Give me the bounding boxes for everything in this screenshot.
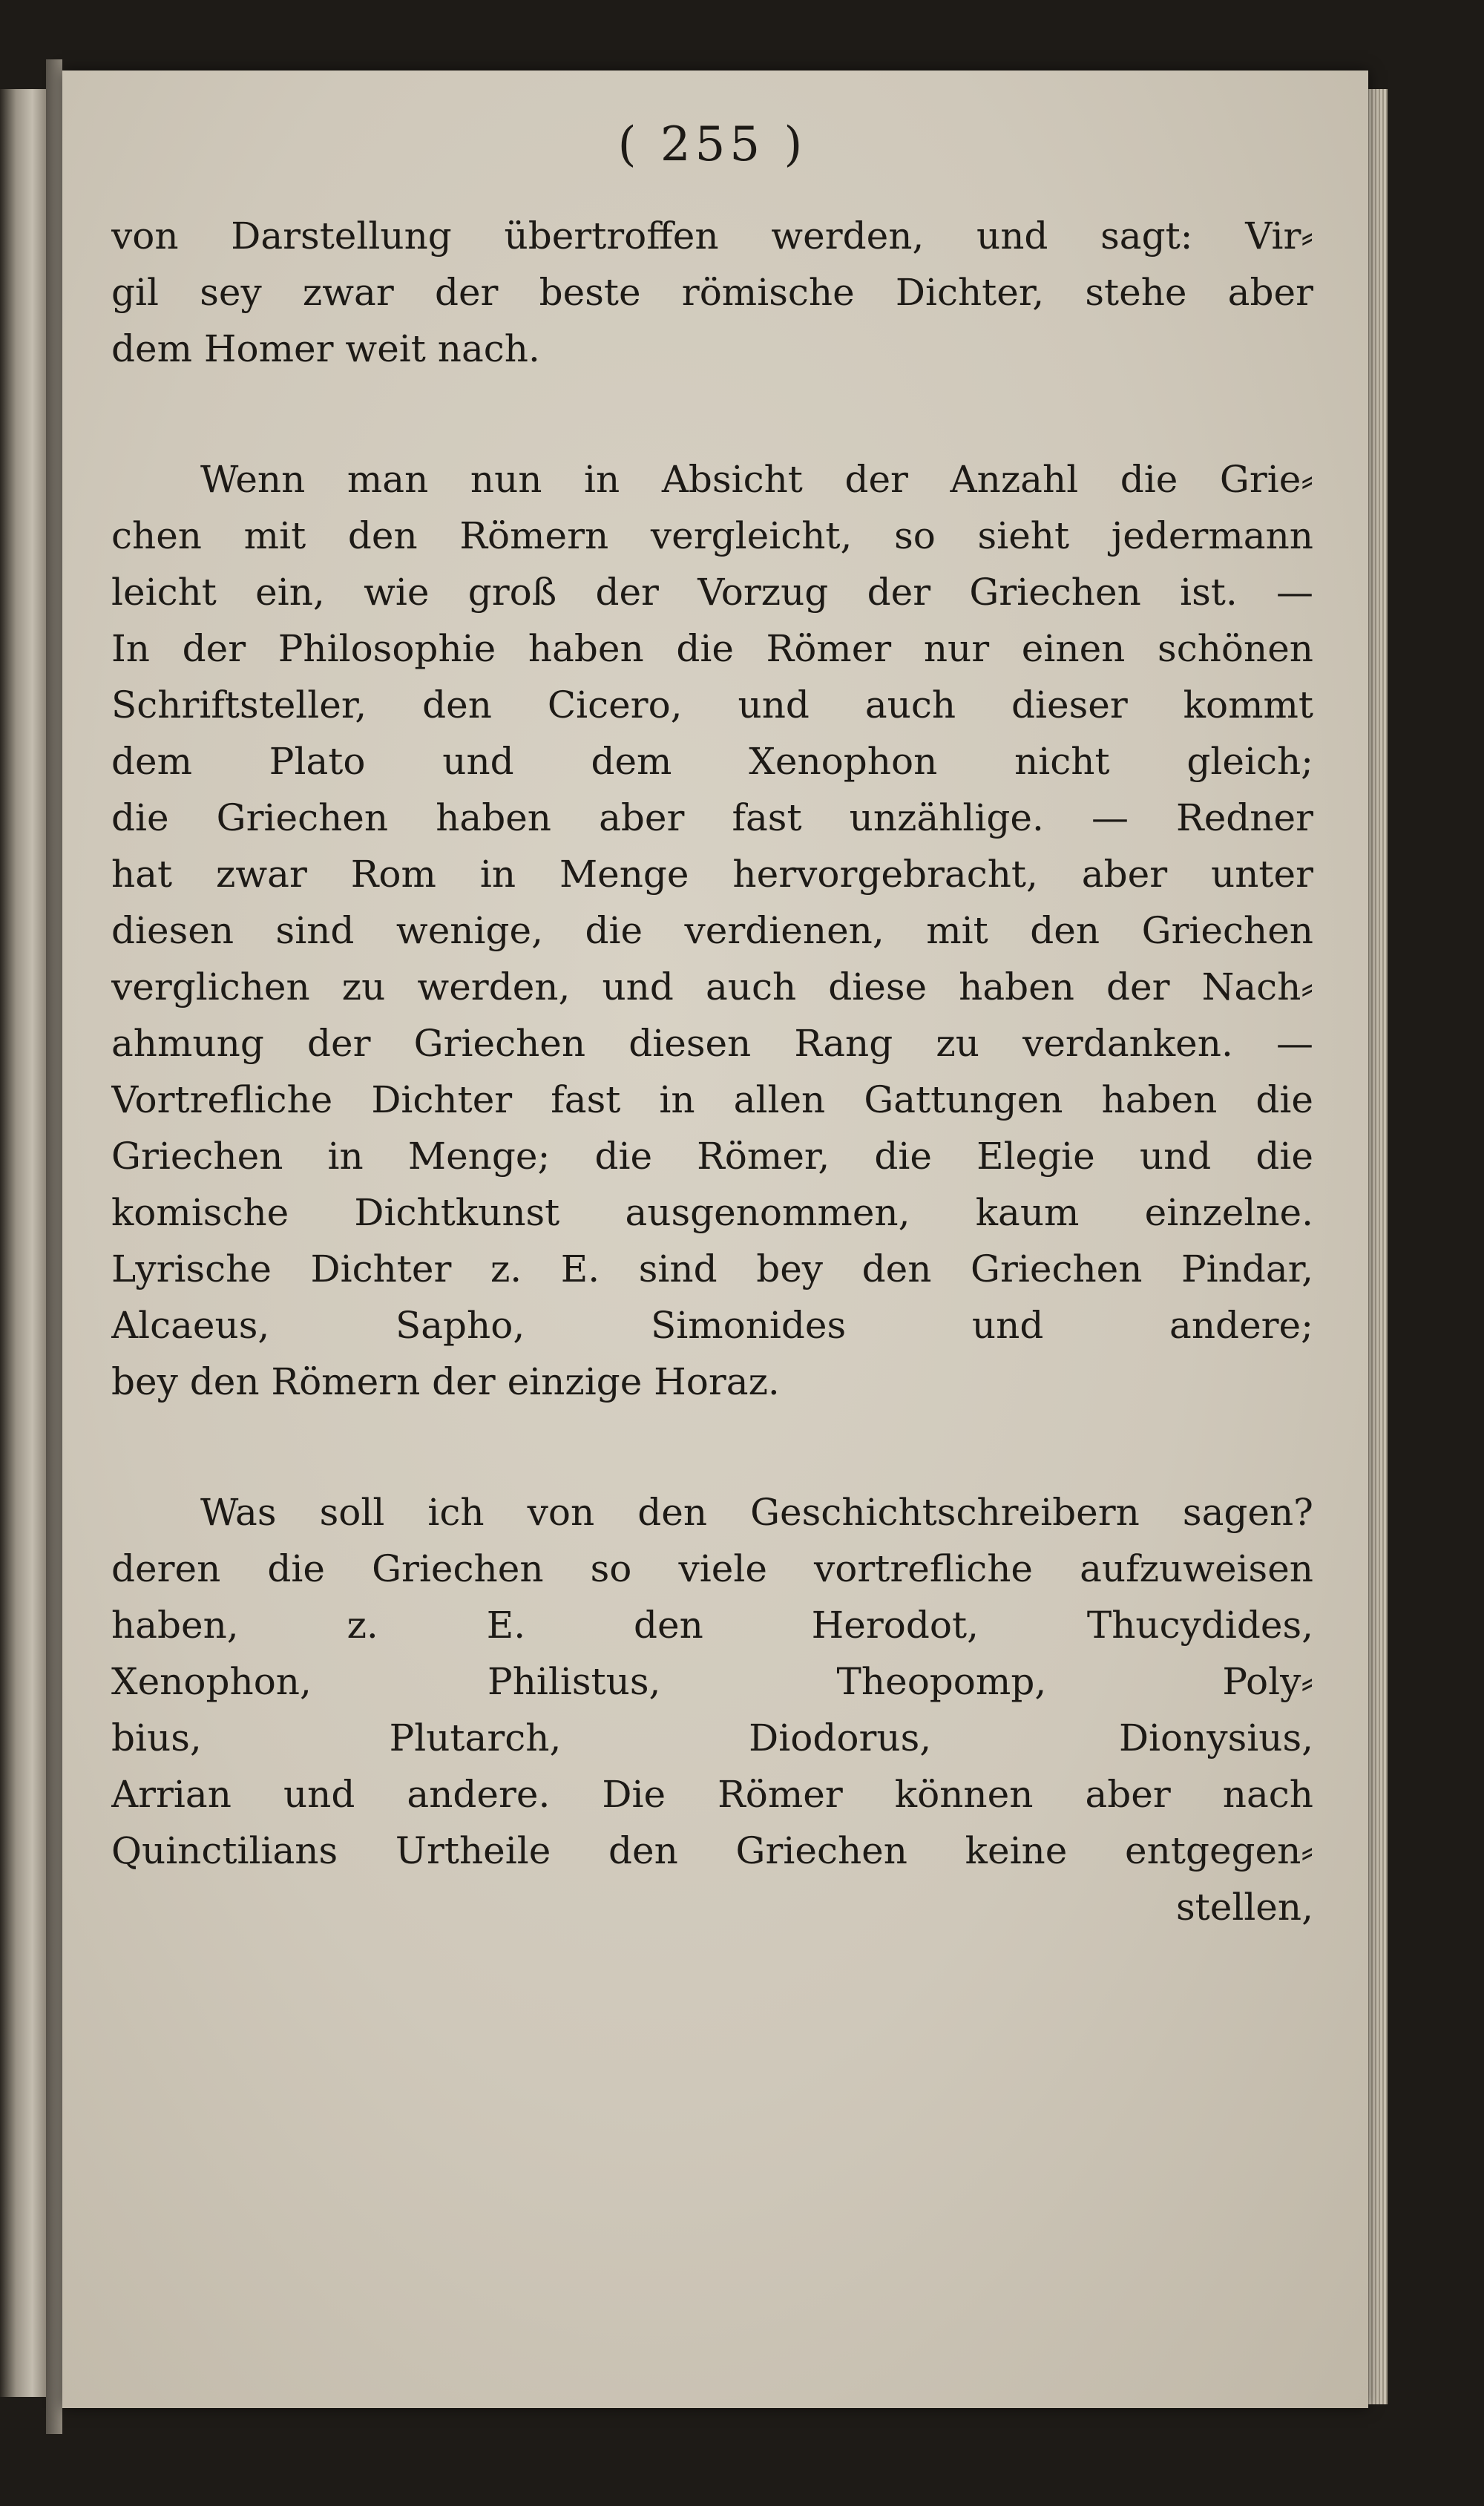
paragraph-gap — [111, 1410, 1313, 1484]
page-number: ( 255 ) — [617, 117, 807, 172]
paragraph — [111, 208, 1313, 377]
text-line: Vortrefliche Dichter fast in allen Gattungen haben die — [111, 1078, 1313, 1121]
text-line: hat zwar Rom in Menge hervorgebracht, aber unter — [111, 853, 1313, 896]
text-line: verglichen zu werden, und auch diese haben der Nach⸗ — [111, 965, 1313, 1008]
text-line: gil sey zwar der beste römische Dichter, stehe aber — [111, 271, 1313, 314]
text-line: Quinctilians Urtheile den Griechen keine entgegen⸗ — [111, 1829, 1313, 1872]
text-line: Lyrische Dichter z. E. sind bey den Griechen Pindar, — [111, 1247, 1313, 1290]
text-line: diesen sind wenige, die verdienen, mit den Griechen — [111, 909, 1313, 952]
paragraph — [111, 1484, 1313, 1879]
text-line: haben, z. E. den Herodot, Thucydides, — [111, 1604, 1313, 1647]
text-line: bius, Plutarch, Diodorus, Dionysius, — [111, 1716, 1313, 1759]
page-text — [111, 111, 1313, 1935]
text-line: ahmung der Griechen diesen Rang zu verdanken. — — [111, 1022, 1313, 1065]
text-line: chen mit den Römern vergleicht, so sieht jedermann — [111, 514, 1313, 557]
text-line: Wenn man nun in Absicht der Anzahl die Grie⸗ — [200, 458, 1313, 501]
text-line: komische Dichtkunst ausgenommen, kaum einzelne. — [111, 1191, 1313, 1234]
text-line: Alcaeus, Sapho, Simonides und andere; — [111, 1304, 1313, 1347]
text-line: von Darstellung übertroffen werden, und sagt: Vir⸗ — [111, 214, 1313, 258]
text-line: deren die Griechen so viele vortrefliche aufzuweisen — [111, 1547, 1313, 1590]
text-line: In der Philosophie haben die Römer nur einen schönen — [111, 627, 1313, 670]
text-line: Griechen in Menge; die Römer, die Elegie und die — [111, 1135, 1313, 1178]
text-line: die Griechen haben aber fast unzählige. — Redner — [111, 796, 1313, 839]
text-line: Arrian und andere. Die Römer können aber nach — [111, 1773, 1313, 1816]
text-line: Was soll ich von den Geschichtschreibern sagen? — [200, 1491, 1313, 1534]
text-line: leicht ein, wie groß der Vorzug der Griechen ist. — — [111, 571, 1313, 614]
catchword: stellen, — [1175, 1886, 1313, 1929]
page-edges — [1365, 89, 1388, 2404]
text-line: dem Homer weit nach. — [111, 327, 540, 370]
text-line: Xenophon, Philistus, Theopomp, Poly⸗ — [111, 1660, 1313, 1703]
left-page-edge — [0, 89, 46, 2397]
paragraph — [111, 451, 1313, 1410]
paragraph-gap — [111, 377, 1313, 451]
text-line: bey den Römern der einzige Horaz. — [111, 1360, 780, 1403]
book-gutter — [46, 59, 62, 2434]
text-line: Schriftsteller, den Cicero, und auch dieser kommt — [111, 683, 1313, 726]
text-line: dem Plato und dem Xenophon nicht gleich; — [111, 740, 1313, 783]
